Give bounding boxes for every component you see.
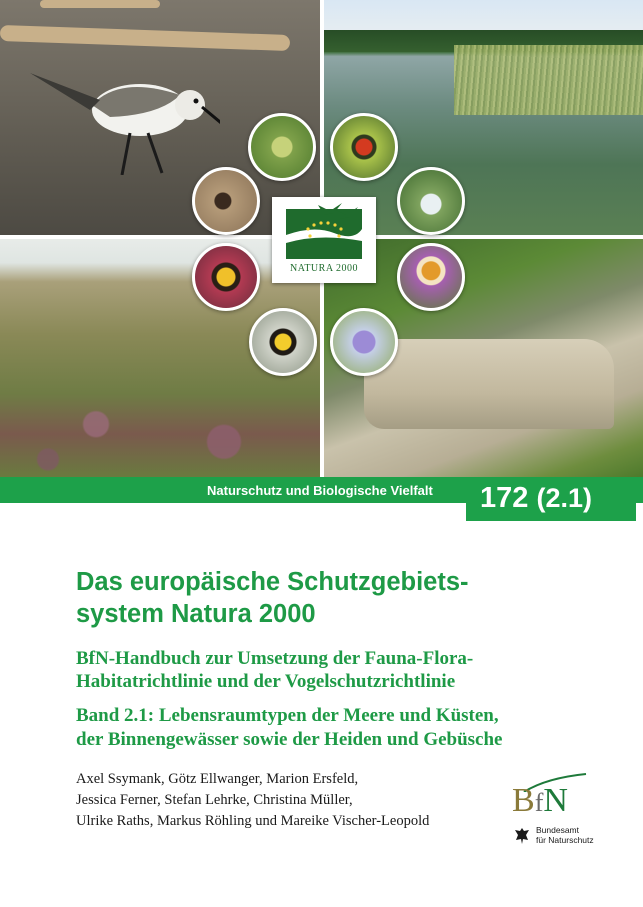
- series-name: Naturschutz und Biologische Vielfalt: [207, 483, 433, 498]
- butterfly-photo-circle: [397, 243, 465, 311]
- book-title: [76, 566, 616, 630]
- volume-number-text: [480, 480, 592, 516]
- volume-number: 172: [480, 482, 529, 514]
- white-flower-photo-circle: [397, 167, 465, 235]
- author-line: Axel Ssymank, Götz Ellwanger, Marion Ersfeld,: [76, 771, 359, 787]
- natura-2000-logo-text: NATURA 2000: [289, 263, 358, 274]
- book-title-line: system Natura 2000: [76, 600, 316, 628]
- sanderling-bird-illustration: [30, 65, 220, 175]
- bfn-name-line: Bundesamt: [536, 825, 579, 835]
- reeds-shape: [454, 45, 643, 115]
- wasp-photo-circle: [249, 308, 317, 376]
- grasshopper-photo-circle: [248, 113, 316, 181]
- cliff-shape: [364, 339, 614, 429]
- book-subtitle-line: BfN-Handbuch zur Umsetzung der Fauna-Flora-: [76, 648, 474, 669]
- bfn-publisher-logo: [506, 772, 616, 852]
- beetle-photo-circle: [192, 167, 260, 235]
- bfn-letter: f: [534, 788, 544, 817]
- author-line: Jessica Ferner, Stefan Lehrke, Christina Müller,: [76, 792, 353, 808]
- bfn-letter: N: [543, 782, 568, 819]
- book-subtitle-line: Habitatrichtlinie und der Vogelschutzrichtlinie: [76, 671, 456, 692]
- author-line: Ulrike Raths, Markus Röhling und Mareike Vischer-Leopold: [76, 813, 430, 829]
- bfn-name-line: für Naturschutz: [536, 834, 594, 845]
- volume-description: [76, 704, 641, 752]
- driftwood-shape: [0, 25, 290, 51]
- volume-description-line: Band 2.1: Lebensraumtypen der Meere und Küsten,: [76, 705, 499, 726]
- book-subtitle: [76, 647, 636, 693]
- fly-on-flower-photo-circle: [330, 113, 398, 181]
- bfn-wordmark: [512, 784, 568, 820]
- bfn-publisher-name: [536, 826, 594, 845]
- bfn-letter: B: [512, 782, 535, 819]
- blue-flower-photo-circle: [330, 308, 398, 376]
- natura-2000-logo: [272, 197, 376, 283]
- author-list: [76, 769, 506, 832]
- natura-2000-logo-icon: [274, 199, 374, 263]
- volume-sub-number: (2.1): [536, 483, 592, 513]
- book-title-line: Das europäische Schutzgebiets-: [76, 568, 469, 596]
- hoverfly-photo-circle: [192, 243, 260, 311]
- heather-shape: [0, 389, 320, 477]
- federal-eagle-icon: [514, 827, 530, 845]
- driftwood-shape: [40, 0, 160, 8]
- volume-description-line: der Binnengewässer sowie der Heiden und Gebüsche: [76, 729, 503, 750]
